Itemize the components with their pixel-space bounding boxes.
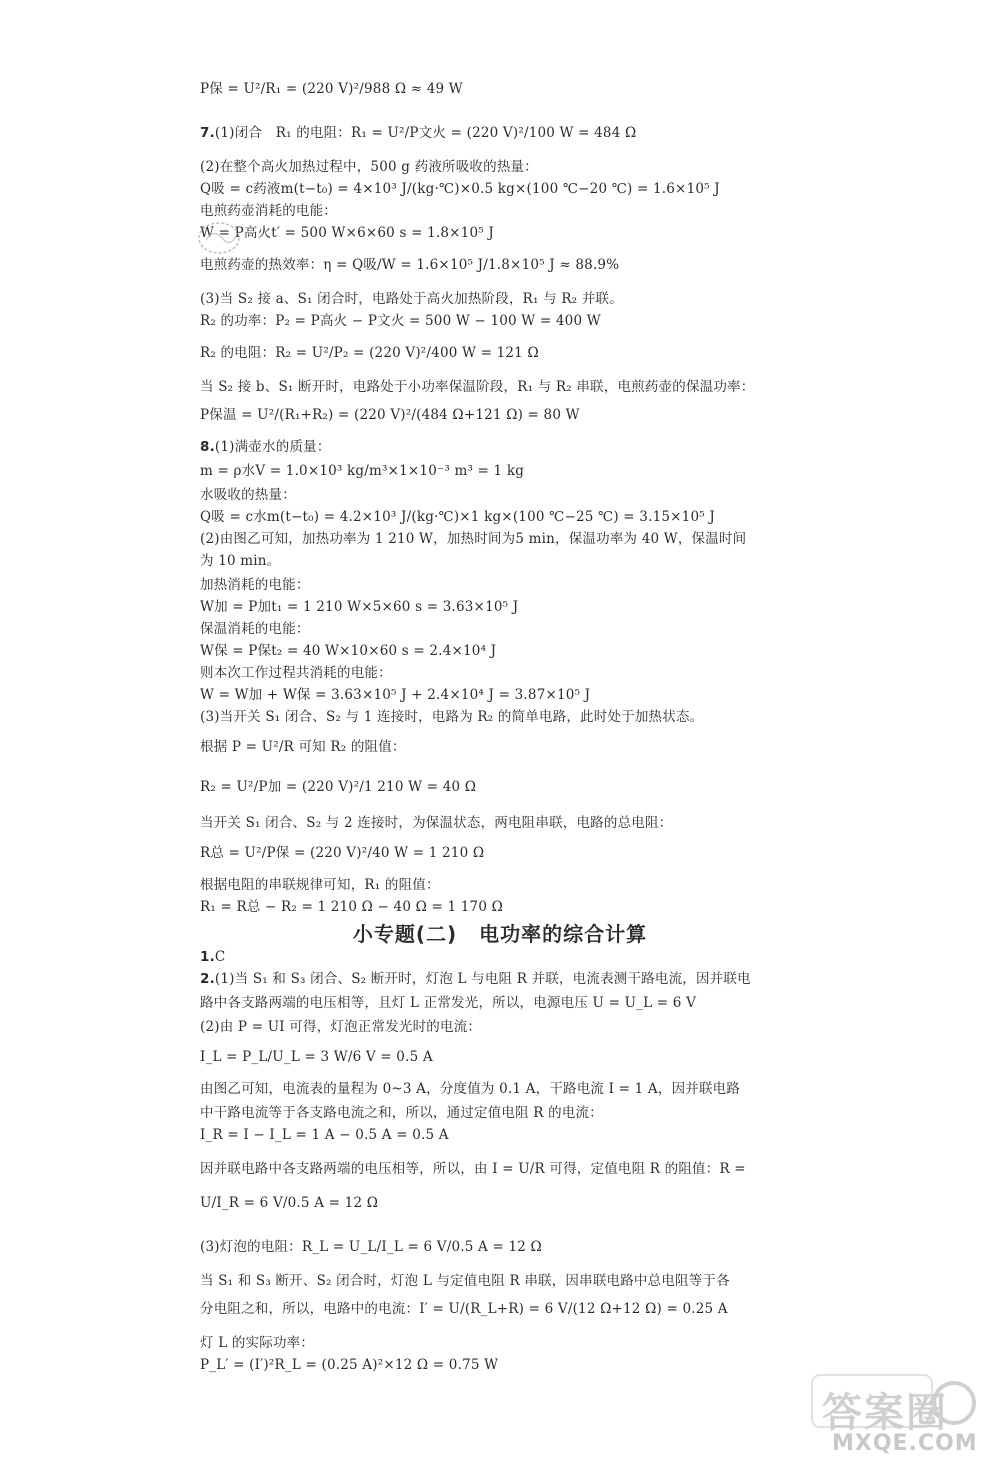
answer-line: R₂ = U²/P加 = (220 V)²/1 210 W = 40 Ω bbox=[200, 779, 477, 795]
answer-line: (3)当开关 S₁ 闭合、S₂ 与 1 连接时，电路为 R₂ 的简单电路，此时处于加热状态。 bbox=[200, 709, 704, 725]
answer-line: 7.(1)闭合 R₁ 的电阻：R₁ = U²/P文火 = (220 V)²/100 W = 484 Ω bbox=[200, 125, 637, 141]
question-number: 1. bbox=[200, 949, 215, 965]
answer-line: 水吸收的热量： bbox=[200, 487, 296, 503]
answer-line: R总 = U²/P保 = (220 V)²/40 W = 1 210 Ω bbox=[200, 845, 485, 861]
answer-line: 根据电阻的串联规律可知，R₁ 的阻值： bbox=[200, 877, 440, 893]
answer-line: 当开关 S₁ 闭合、S₂ 与 2 连接时，为保温状态，两电阻串联，电路的总电阻： bbox=[200, 815, 673, 831]
answer-line: I_R = I − I_L = 1 A − 0.5 A = 0.5 A bbox=[200, 1127, 449, 1143]
answer-line: W加 = P加t₁ = 1 210 W×5×60 s = 3.63×10⁵ J bbox=[200, 599, 519, 615]
answer-line: Q吸 = c水m(t−t₀) = 4.2×10³ J/(kg·℃)×1 kg×(100 ℃−25 ℃) = 3.15×10⁵ J bbox=[200, 509, 715, 525]
answer-line: (2)在整个高火加热过程中，500 g 药液所吸收的热量： bbox=[200, 159, 538, 175]
answer-line: P保 = U²/R₁ = (220 V)²/988 Ω ≈ 49 W bbox=[200, 81, 463, 97]
answer-line: 分电阻之和，所以，电路中的电流：I′ = U/(R_L+R) = 6 V/(12 Ω+12 Ω) = 0.25 A bbox=[200, 1301, 728, 1317]
watermark-url: MXQE.COM bbox=[832, 1431, 978, 1456]
answer-line: 1.C bbox=[200, 949, 226, 965]
answer-line: m = ρ水V = 1.0×10³ kg/m³×1×10⁻³ m³ = 1 kg bbox=[200, 463, 525, 479]
answer-line: (2)由图乙可知，加热功率为 1 210 W，加热时间为5 min，保温功率为 40 W，保温时间 bbox=[200, 531, 747, 547]
answer-line: U/I_R = 6 V/0.5 A = 12 Ω bbox=[200, 1195, 379, 1211]
answer-line: 灯 L 的实际功率： bbox=[200, 1335, 315, 1351]
watermark-logo bbox=[804, 1367, 984, 1463]
watermark-brand: 答案圈 bbox=[822, 1390, 948, 1436]
answer-line: Q吸 = c药液m(t−t₀) = 4×10³ J/(kg·℃)×0.5 kg×(100 ℃−20 ℃) = 1.6×10⁵ J bbox=[200, 181, 720, 197]
answer-line: 电煎药壶消耗的电能： bbox=[200, 203, 337, 219]
answer-line: (2)由 P = UI 可得，灯泡正常发光时的电流： bbox=[200, 1019, 482, 1035]
stamp-mark bbox=[196, 218, 242, 258]
answer-line: I_L = P_L/U_L = 3 W/6 V = 0.5 A bbox=[200, 1049, 433, 1065]
answer-line: 2.(1)当 S₁ 和 S₃ 闭合、S₂ 断开时，灯泡 L 与电阻 R 并联，电流表测干路电流，因并联电 bbox=[200, 971, 751, 987]
answer-line: 路中各支路两端的电压相等，且灯 L 正常发光，所以，电源电压 U = U_L = 6 V bbox=[200, 995, 697, 1011]
answer-line: R₂ 的电阻：R₂ = U²/P₂ = (220 V)²/400 W = 121 Ω bbox=[200, 345, 539, 361]
answer-line: 因并联电路中各支路两端的电压相等，所以，由 I = U/R 可得，定值电阻 R 的阻值：R = bbox=[200, 1161, 746, 1177]
answer-line: (3)灯泡的电阻：R_L = U_L/I_L = 6 V/0.5 A = 12 Ω bbox=[200, 1239, 542, 1255]
answer-line: 根据 P = U²/R 可知 R₂ 的阻值： bbox=[200, 739, 406, 755]
answer-line: 为 10 min。 bbox=[200, 553, 281, 569]
question-number: 7. bbox=[200, 125, 215, 141]
answer-line: 电煎药壶的热效率：η = Q吸/W = 1.6×10⁵ J/1.8×10⁵ J ≈ 88.9% bbox=[200, 257, 620, 273]
answer-line: P_L′ = (I′)²R_L = (0.25 A)²×12 Ω = 0.75 W bbox=[200, 1357, 499, 1373]
answer-line: 8.(1)满壶水的质量： bbox=[200, 439, 331, 455]
answer-line: R₁ = R总 − R₂ = 1 210 Ω − 40 Ω = 1 170 Ω bbox=[200, 899, 504, 915]
answer-line: W = W加 + W保 = 3.63×10⁵ J + 2.4×10⁴ J = 3.87×10⁵ J bbox=[200, 687, 591, 703]
section-title: 小专题(二) 电功率的综合计算 bbox=[352, 922, 648, 946]
answer-line: 则本次工作过程共消耗的电能： bbox=[200, 665, 392, 681]
answer-line: R₂ 的功率：P₂ = P高火 − P文火 = 500 W − 100 W = 400 W bbox=[200, 313, 601, 329]
question-number: 2. bbox=[200, 971, 215, 987]
answer-line: 中干路电流等于各支路电流之和，所以，通过定值电阻 R 的电流： bbox=[200, 1105, 603, 1121]
answer-line: 当 S₁ 和 S₃ 断开、S₂ 闭合时，灯泡 L 与定值电阻 R 串联，因串联电路中总电阻等于各 bbox=[200, 1273, 730, 1289]
answer-line: 当 S₂ 接 b、S₁ 断开时，电路处于小功率保温阶段，R₁ 与 R₂ 串联，电煎药壶的保温功率： bbox=[200, 379, 755, 395]
answer-line: W = P高火t′ = 500 W×6×60 s = 1.8×10⁵ J bbox=[200, 225, 494, 241]
answer-line: P保温 = U²/(R₁+R₂) = (220 V)²/(484 Ω+121 Ω) = 80 W bbox=[200, 407, 580, 423]
answer-line: (3)当 S₂ 接 a、S₁ 闭合时，电路处于高火加热阶段，R₁ 与 R₂ 并联。 bbox=[200, 291, 623, 307]
answer-line: 保温消耗的电能： bbox=[200, 621, 310, 637]
question-number: 8. bbox=[200, 439, 215, 455]
answer-line: 由图乙可知，电流表的量程为 0~3 A，分度值为 0.1 A，干路电流 I = 1 A，因并联电路 bbox=[200, 1081, 741, 1097]
answer-line: 加热消耗的电能： bbox=[200, 577, 310, 593]
answer-line: W保 = P保t₂ = 40 W×10×60 s = 2.4×10⁴ J bbox=[200, 643, 497, 659]
